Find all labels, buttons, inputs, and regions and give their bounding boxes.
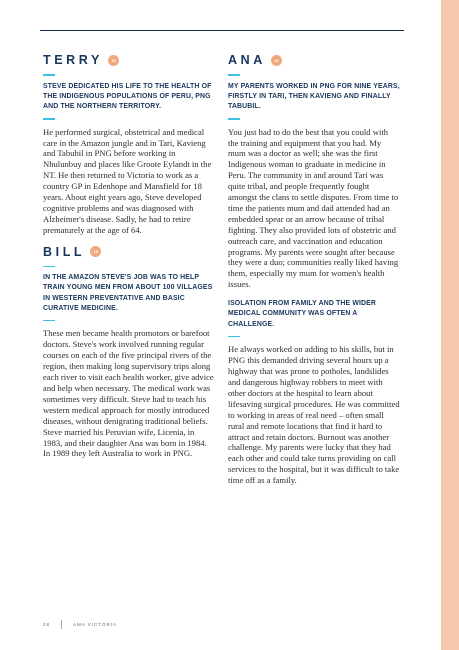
accent-rule: [228, 336, 240, 338]
right-column: [228, 52, 400, 486]
lead-paragraph: STEVE DEDICATED HIS LIFE TO THE HEALTH OF THE INDIGENOUS POPULATIONS OF PERU, PNG AND THE NORTHERN TERRITORY.: [43, 82, 212, 110]
age-badge: 18: [271, 55, 282, 66]
body-paragraph: These men became health promotors or barefoot doctors. Steve's work involved running regular courses on each of the five principal rivers of the region, then making long supervisory trips along each river to visit each health worker, give advice and help when necessary. The medical work was sometimes very difficult. Steve had to teach his western medical approach for mostly introduced diseases, without denigrating traditional beliefs. Steve married his Peruvian wife, Licenia, in 1983, and their daughter Ana was born in 1984. In 1989 they left Australia to work in PNG.: [43, 328, 214, 459]
accent-rule: [43, 266, 55, 268]
age-badge: 18: [108, 55, 119, 66]
footer-divider: [61, 620, 62, 629]
accent-rule: [43, 320, 55, 322]
left-column: [43, 52, 215, 459]
section-heading: ANA: [228, 53, 266, 67]
heading-row: [228, 52, 400, 68]
accent-rule: [43, 118, 55, 120]
page-number: 28: [43, 622, 51, 627]
publication-name: AMA VICTORIA: [73, 622, 117, 627]
lead-paragraph: MY PARENTS WORKED IN PNG FOR NINE YEARS, FIRSTLY IN TARI, THEN KAVIENG AND FINALLY TABUBIL.: [228, 82, 400, 110]
page-footer: [43, 620, 117, 629]
section-bill: [43, 244, 215, 460]
heading-row: [43, 244, 215, 260]
body-paragraph: He performed surgical, obstetrical and medical care in the Amazon jungle and in Tari, Kavieng and Tabubil in PNG before working in Nhulunbuy and places like Groote Eylandt in the NT. He then returned to Victoria to work as a country GP in Edenhope and Mansfield for 18 years. About eight years ago, Steve developed cognitive problems and was diagnosed with Alzheimer's disease. Sadly, he had to retire prematurely at the age of 64.: [43, 126, 212, 235]
section-heading: BILL: [43, 244, 86, 259]
section-heading: TERRY: [43, 53, 103, 67]
body-paragraph: You just had to do the best that you could with the training and equipment that you had. My mum was a doctor as well; she was the first Indigenous woman to graduate in medicine in Peru. The community in and around Tari was quite tribal, and people frequently fought amongst the clans to settle disputes. From time to time the patients mum and dad attended had an embedded spear or an arrow because of tribal fighting. They also provided lots of obstetric and outreach care, and vaccination and education programs. My parents were sought after because they were a duo; communities really liked having them, especially my mum for women's health issues.: [228, 126, 399, 290]
age-badge: 18: [90, 246, 101, 257]
top-rule: [40, 30, 404, 31]
accent-rule: [228, 74, 240, 76]
section-terry: [43, 52, 215, 236]
accent-rule: [228, 118, 240, 120]
section-ana: [228, 52, 400, 486]
body-paragraph: He always worked on adding to his skills, but in PNG this demanded driving several hours up a highway that was prone to potholes, landslides and dangerous highway robbers to meet with other doctors at the hospital to learn about lifesaving surgical procedures. He was committed to working in areas of real need – often small rural and remote locations that find it hard to attract and retain doctors. Burnout was another challenge. My parents were lucky that they had each other and could take turns providing on call services to the hospital, but it was difficult to take time off as a family.: [228, 344, 400, 486]
accent-rule: [43, 74, 55, 76]
sub-heading: ISOLATION FROM FAMILY AND THE WIDER MEDICAL COMMUNITY WAS OFTEN A CHALLENGE.: [228, 300, 377, 328]
lead-paragraph: IN THE AMAZON STEVE'S JOB WAS TO HELP TRAIN YOUNG MEN FROM ABOUT 100 VILLAGES IN WESTERN PREVENTATIVE AND BASIC CURATIVE MEDICINE.: [43, 274, 213, 312]
heading-row: [43, 52, 215, 68]
